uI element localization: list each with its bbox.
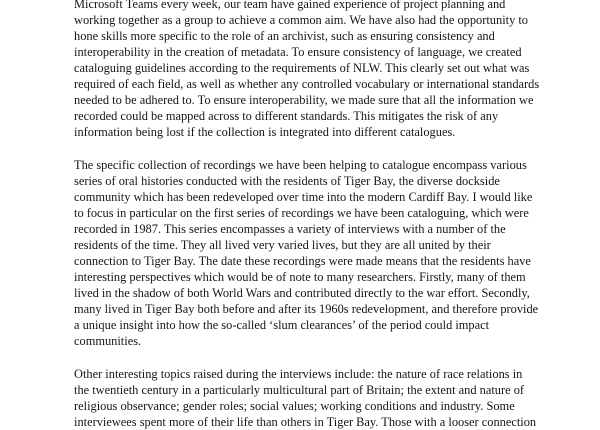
paragraph-line: community which has been redeveloped over time into the modern Cardiff Bay. I would like (74, 190, 533, 204)
paragraph-line: lived in the shadow of both World Wars and contributed directly to the war effort. Secondly, (74, 286, 530, 300)
paragraph-line: Microsoft Teams every week, our team have gained experience of project planning and (74, 0, 506, 11)
paragraph-line: series of oral histories conducted with the residents of Tiger Bay, the diverse dockside (74, 174, 500, 188)
paragraph-line: many lived in Tiger Bay both before and after its 1960s redevelopment, and therefore provide (74, 302, 539, 316)
paragraph-line: residents of the time. They all lived very varied lives, but they are all united by their (74, 238, 491, 252)
paragraph-line: a unique insight into how the so-called ‘slum clearances’ of the period could impact (74, 318, 490, 332)
paragraph-line: working together as a group to achieve a common aim. We have also had the opportunity to (74, 13, 529, 27)
paragraph-line: Other interesting topics raised during the interviews include: the nature of race relations in (74, 367, 523, 381)
paragraph-3 (74, 366, 544, 430)
paragraph-gap (74, 140, 544, 157)
paragraph-line: hone skills more specific to the role of an archivist, such as ensuring consistency and (74, 29, 495, 43)
paragraph-line: needed to be adhered to. To ensure interoperability, we made sure that all the information we (74, 93, 534, 107)
paragraph-line: interviewees spent more of their life than others in Tiger Bay. Those with a looser connection (74, 415, 537, 429)
paragraph-2 (74, 157, 544, 349)
paragraph-line: interesting perspectives which would be of note to many researchers. Firstly, many of them (74, 270, 526, 284)
paragraph-line: information being lost if the collection is integrated into different catalogues. (74, 125, 456, 139)
paragraph-gap (74, 349, 544, 366)
paragraph-line: interoperability in the creation of metadata. To ensure consistency of language, we created (74, 45, 522, 59)
paragraph-line: religious observance; gender roles; social values; working conditions and industry. Some (74, 399, 515, 413)
paragraph-line: The specific collection of recordings we have been helping to catalogue encompass various (74, 158, 527, 172)
paragraph-line: cataloguing guidelines according to the requirements of NLW. This clearly set out what was (74, 61, 530, 75)
paragraph-line: recorded could be mapped across to different standards. This mitigates the risk of any (74, 109, 499, 123)
document-body (74, 0, 544, 430)
paragraph-line: to focus in particular on the first series of recordings we have been cataloguing, which were (74, 206, 529, 220)
paragraph-line: the twentieth century in a particularly multicultural part of Britain; the extent and nature of (74, 383, 525, 397)
paragraph-1 (74, 0, 544, 140)
paragraph-line: required of each field, as well as whether any controlled vocabulary or international standards (74, 77, 540, 91)
paragraph-line: connection to Tiger Bay. The date these recordings were made means that the residents have (74, 254, 531, 268)
paragraph-line: recorded in 1987. This series encompasses a variety of interviews with a number of the (74, 222, 506, 236)
paragraph-line: communities. (74, 334, 142, 348)
